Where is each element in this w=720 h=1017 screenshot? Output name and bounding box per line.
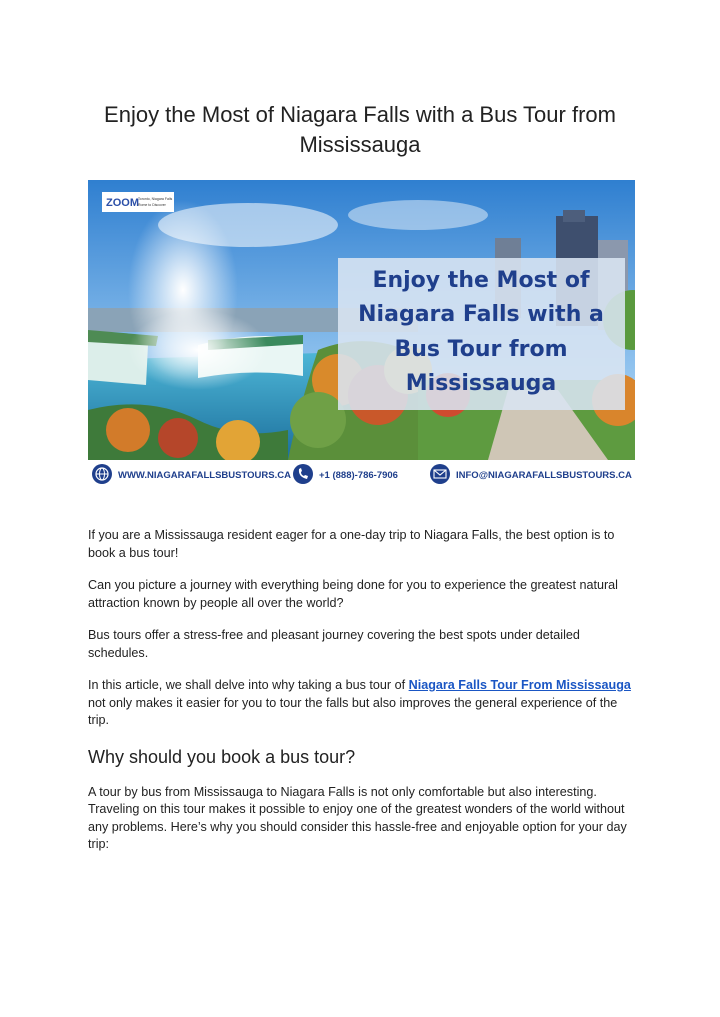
paragraph-article-before: In this article, we shall delve into why taking a bus tour of (88, 678, 409, 692)
article-body (88, 527, 636, 869)
logo (102, 192, 174, 212)
globe-icon (92, 464, 112, 484)
paragraph-why: A tour by bus from Mississauga to Niagara Falls is not only comfortable but also interesting. Traveling on this tour makes it possible to enjoy one of the greatest wonders of the world without any problems. Here’s why you should consider this hassle-free and enjoyable option for your day trip: (88, 784, 627, 851)
headline-line-1: Enjoy the Most of (372, 268, 590, 293)
hero-banner (88, 180, 635, 488)
logo-text: ZOOM (106, 197, 139, 209)
headline-line-4: Mississauga (405, 371, 557, 396)
svg-text:Rome to Discover: Rome to Discover (138, 203, 166, 207)
paragraph-bus-tours: Bus tours offer a stress-free and pleasant journey covering the best spots under detailed schedules. (88, 628, 580, 660)
headline-line-3: Bus Tour from (394, 337, 568, 362)
paragraph-intro: If you are a Mississauga resident eager for a one-day trip to Niagara Falls, the best option is to book a bus tour! (88, 528, 615, 560)
svg-text:Toronto, Niagara Falls: Toronto, Niagara Falls (138, 197, 173, 201)
email-icon (430, 464, 450, 484)
headline-line-2: Niagara Falls with a (358, 302, 604, 327)
phone-icon (293, 464, 313, 484)
tour-link[interactable]: Niagara Falls Tour From Mississauga (408, 678, 631, 692)
paragraph-article-after: not only makes it easier for you to tour the falls but also improves the general experience of the trip. (88, 695, 618, 727)
website-text[interactable]: WWW.NIAGARAFALLSBUSTOURS.CA (118, 470, 291, 481)
paragraph-journey: Can you picture a journey with everything being done for you to experience the greatest natural attraction known by people all over the world? (88, 578, 618, 610)
phone-text[interactable]: +1 (888)-786-7906 (319, 470, 398, 481)
page-title: Enjoy the Most of Niagara Falls with a Bus Tour from Mississauga (104, 102, 616, 157)
section-heading: Why should you book a bus tour? (88, 746, 356, 767)
paragraph-article (88, 677, 636, 730)
email-text[interactable]: INFO@NIAGARAFALLSBUSTOURS.CA (456, 470, 632, 481)
